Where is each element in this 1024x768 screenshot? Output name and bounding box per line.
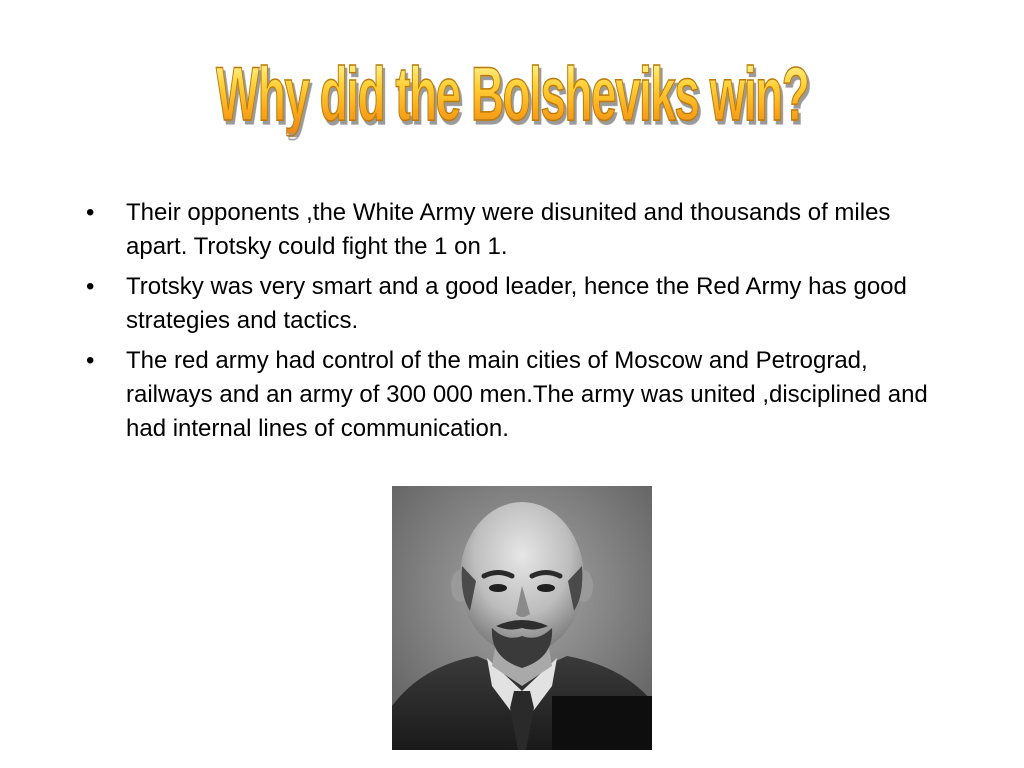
slide-title: Why did the Bolsheviks win? — [215, 53, 809, 138]
bullet-text: Their opponents ,the White Army were disunited and thousands of miles apart. Trotsky could fight the 1 on 1. — [126, 199, 891, 260]
portrait-illustration — [392, 486, 652, 750]
bullet-list — [86, 196, 946, 452]
portrait-photo — [392, 486, 652, 750]
bullet-marker: • — [86, 199, 95, 226]
title-container — [0, 53, 1024, 138]
bullet-marker: • — [86, 347, 95, 374]
bullet-item — [86, 344, 946, 446]
bullet-text: Trotsky was very smart and a good leader, hence the Red Army has good strategies and tactics. — [126, 273, 907, 334]
bullet-text: The red army had control of the main cities of Moscow and Petrograd, railways and an army of 300 000 men.The army was united ,disciplined and had internal lines of communication. — [126, 347, 928, 442]
bullet-item — [86, 196, 946, 264]
bullet-item — [86, 270, 946, 338]
bullet-marker: • — [86, 273, 95, 300]
